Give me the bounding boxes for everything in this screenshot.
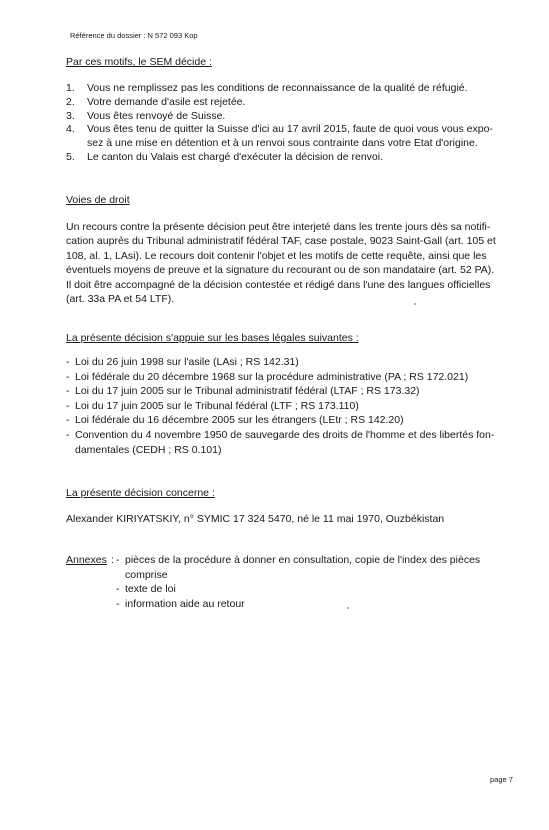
law-text: damentales (CEDH ; RS 0.101): [75, 443, 222, 456]
file-reference: Référence du dossier : N 572 093 Kop: [70, 31, 198, 40]
annex-text: information aide au retour: [125, 597, 245, 610]
decision-item: [66, 123, 506, 151]
decision-text: Vous êtes tenu de quitter la Suisse d'ici au 17 avril 2015, faute de quoi vous vous expo-: [87, 123, 493, 136]
decision-number: 1.: [66, 82, 75, 94]
annexes-label: Annexes: [66, 554, 107, 566]
appeal-line: Un recours contre la présente décision peut être interjeté dans les trente jours dès sa notifi-: [66, 221, 491, 233]
annex-text: pièces de la procédure à donner en consultation, copie de l'index des pièces: [125, 554, 481, 566]
appeal-line: cation auprès du Tribunal administratif fédéral TAF, case postale, 9023 Saint-Gall (art. 105 et: [66, 235, 496, 248]
law-item: - Loi fédérale du 20 décembre 1968 sur la procédure administrative (PA ; RS 172.021): [66, 370, 469, 383]
appeal-line: (art. 33a PA et 54 LTF).: [66, 293, 175, 306]
decision-text: Votre demande d'asile est rejetée.: [87, 95, 246, 108]
decision-text: Le canton du Valais est chargé d'exécuter la décision de renvoi.: [87, 150, 383, 163]
legal-bases-heading: La présente décision s'appuie sur les bases légales suivantes :: [66, 332, 359, 344]
scan-speck: [414, 303, 416, 305]
person-details: Alexander KIRIYATSKIY, n° SYMIC 17 324 5470, né le 11 mai 1970, Ouzbékistan: [66, 513, 445, 525]
annex-item: - information aide au retour: [116, 597, 245, 610]
law-item: - Loi fédérale du 16 décembre 2005 sur les étrangers (LEtr ; RS 142.20): [66, 414, 404, 427]
law-text: Loi fédérale du 20 décembre 1968 sur la procédure administrative (PA ; RS 172.021): [75, 370, 469, 383]
decision-number: 3.: [66, 109, 75, 122]
document-page: Référence du dossier : N 572 093 Kop Par ces motifs, le SEM décide : 1. Vous ne remplissez pas les conditions de reconnaissance de la qualité de réfugié. 2. Votre demande d'asile est rejetée. 3. Vous êtes renvoyé de Suisse. 4. Vous êtes tenu de quitter la Suisse d'ici au 17 avril 2015, faute de quoi vous vous expo- sez à une mise en détention et à un renvoi sous contrainte dans votre Etat d'origine. 5. Le canton du Valais est chargé d'exécuter la décision de renvoi. Voies de droit Un recours contre la présente décision peut être interjeté dans les trente jours dès sa notifi- cation auprès du Tribunal administratif fédéral TAF, case postale, 9023 Saint-Gall (art. 105 et 108, al. 1, LAsi). Le recours doit contenir l'objet et les motifs de cette requête, ainsi que les éventuels moyens de preuve et la signature du recourant ou de son mandataire (art. 52 PA). Il doit être accompagné de la décision contestée et rédigé dans l'une des langues officielles (art. 33a PA et 54 LTF). La présente décision s'appuie sur les bases légales suivantes : - Loi du 26 juin 1998 sur l'asile (LAsi ; RS 142.31) - Loi fédérale du 20 décembre 1968 sur la procédure administrative (PA ; RS 172.021) - Loi du 17 juin 2005 sur le Tribunal administratif fédéral (LTAF ; RS 173.32) - Loi du 17 juin 2005 sur le Tribunal fédéral (LTF ; RS 173.110) - Loi fédérale du 16 décembre 2005 sur les étrangers (LEtr ; RS 142.20) - Convention du 4 novembre 1950 de sauvegarde des droits de l'homme et des libertés fon- damentales (CEDH ; RS 0.101) La présente décision concerne : Alexander KIRIYATSKIY, n° SYMIC 17 324 5470, né le 11 mai 1970, Ouzbékistan Annexes : - pièces de la procédure à donner en consultation, copie de l'index des pièces comprise - texte de loi - information aide au retour page 7: [0, 0, 549, 830]
appeal-line: Il doit être accompagné de la décision contestée et rédigé dans l'une des langues officielles: [66, 278, 491, 291]
decision-text: Vous êtes renvoyé de Suisse.: [87, 109, 226, 122]
law-text: Loi fédérale du 16 décembre 2005 sur les étrangers (LEtr ; RS 142.20): [75, 414, 404, 427]
law-item: - Convention du 4 novembre 1950 de sauvegarde des droits de l'homme et des libertés fon- damentales (CEDH ; RS 0.101): [66, 428, 495, 456]
law-text: Loi du 26 juin 1998 sur l'asile (LAsi ; RS 142.31): [75, 356, 299, 368]
legal-bases-list: [66, 355, 506, 457]
appeal-paragraph: [66, 220, 496, 306]
annexes-list: [116, 553, 516, 611]
annex-item: - texte de loi: [116, 583, 176, 596]
decision-number: 4.: [66, 123, 75, 136]
law-text: Loi du 17 juin 2005 sur le Tribunal administratif fédéral (LTAF ; RS 173.32): [75, 385, 420, 398]
decision-item: [66, 96, 506, 110]
decision-number: 5.: [66, 150, 75, 163]
law-item: - Loi du 17 juin 2005 sur le Tribunal fédéral (LTF ; RS 173.110): [66, 399, 359, 412]
decision-heading: Par ces motifs, le SEM décide :: [66, 56, 212, 68]
decision-item: [66, 110, 506, 124]
law-item: - Loi du 26 juin 1998 sur l'asile (LAsi ; RS 142.31): [66, 356, 299, 368]
decision-number: 2.: [66, 95, 75, 108]
decision-text: Vous ne remplissez pas les conditions de reconnaissance de la qualité de réfugié.: [87, 82, 468, 94]
annex-text: texte de loi: [125, 583, 176, 596]
law-text: Loi du 17 juin 2005 sur le Tribunal fédéral (LTF ; RS 173.110): [75, 399, 359, 412]
appeal-line: 108, al. 1, LAsi). Le recours doit contenir l'objet et les motifs de cette requête, ainsi que les: [66, 249, 487, 262]
page-number: page 7: [490, 775, 513, 784]
annex-text: comprise: [125, 568, 168, 581]
scan-speck: [347, 607, 349, 609]
appeal-heading: Voies de droit: [66, 194, 130, 206]
law-item: - Loi du 17 juin 2005 sur le Tribunal administratif fédéral (LTAF ; RS 173.32): [66, 385, 420, 398]
decision-list: [66, 82, 506, 165]
decision-text: sez à une mise en détention et à un renvoi sous contrainte dans votre Etat d'origine.: [87, 137, 478, 150]
law-text: Convention du 4 novembre 1950 de sauvegarde des droits de l'homme et des libertés fon-: [75, 428, 495, 441]
decision-item: [66, 151, 506, 165]
annex-item: - pièces de la procédure à donner en consultation, copie de l'index des pièces comprise: [116, 554, 481, 581]
decision-item: [66, 82, 506, 96]
appeal-line: éventuels moyens de preuve et la signature du recourant ou de son mandataire (art. 52 PA).: [66, 264, 495, 277]
concerns-heading: La présente décision concerne :: [66, 487, 215, 499]
